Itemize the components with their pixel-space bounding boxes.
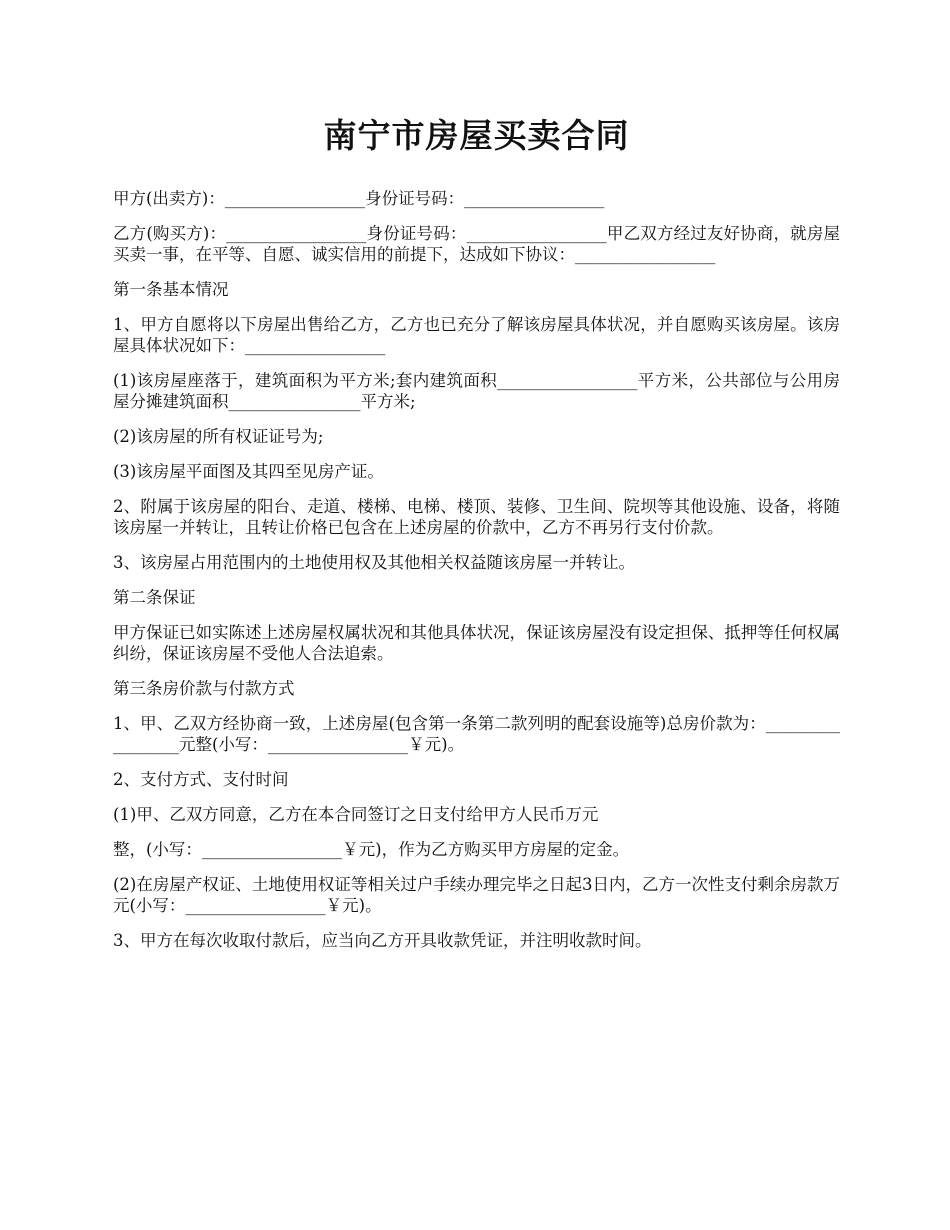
clause-3-2: 2、支付方式、支付时间 [113, 770, 289, 789]
clause-1-1-item-3: (3)该房屋平面图及其四至见房产证。 [113, 462, 384, 481]
article-3-heading: 第三条房价款与付款方式 [113, 679, 295, 698]
article-2-heading: 第二条保证 [113, 588, 196, 607]
clause-1-3: 3、该房屋占用范围内的土地使用权及其他相关权益随该房屋一并转让。 [113, 553, 635, 572]
clause-3-2-item-2: (2)在房屋产权证、土地使用权证等相关过户手续办理完毕之日起3日内，乙方一次性支付剩余房款万元(小写：_________________￥元)。 [113, 875, 840, 915]
document-title: 南宁市房屋买卖合同 [323, 116, 630, 155]
article-2-body: 甲方保证已如实陈述上述房屋权属状况和其他具体状况，保证该房屋没有设定担保、抵押等任何权属纠纷，保证该房屋不受他人合法追索。 [113, 623, 840, 663]
clause-1-1-item-1: (1)该房屋座落于，建筑面积为平方米;套内建筑面积_________________平方米，公共部位与公用房屋分摊建筑面积________________平方米; [113, 371, 840, 411]
clause-1-1: 1、甲方自愿将以下房屋出售给乙方，乙方也已充分了解该房屋具体状况，并自愿购买该房屋。该房屋具体状况如下：_________________ [113, 315, 840, 355]
clause-3-2-item-1-cont: 整，(小写：_________________￥元)，作为乙方购买甲方房屋的定金。 [113, 840, 630, 859]
contract-page [113, 112, 840, 965]
clause-3-1: 1、甲、乙双方经协商一致，上述房屋(包含第一条第二款列明的配套设施等)总房价款为：_________________元整(小写：_________________￥元)。 [113, 714, 840, 754]
clause-3-2-item-1: (1)甲、乙双方同意，乙方在本合同签订之日支付给甲方人民币万元 [113, 805, 599, 824]
party-a-line: 甲方(出卖方)：_________________身份证号码：_________________ [113, 189, 605, 208]
clause-1-2: 2、附属于该房屋的阳台、走道、楼梯、电梯、楼顶、装修、卫生间、院坝等其他设施、设备，将随该房屋一并转让，且转让价格已包含在上述房屋的价款中，乙方不再另行支付价款。 [113, 497, 840, 537]
clause-3-3: 3、甲方在每次收取付款后，应当向乙方开具收款凭证，并注明收款时间。 [113, 931, 652, 950]
article-1-heading: 第一条基本情况 [113, 280, 229, 299]
clause-1-1-item-2: (2)该房屋的所有权证证号为; [113, 427, 324, 446]
party-b-intro: 乙方(购买方)：_________________身份证号码：_________________甲乙双方经过友好协商，就房屋买卖一事，在平等、自愿、诚实信用的前提下，达成如下协议：_________________ [113, 224, 840, 264]
